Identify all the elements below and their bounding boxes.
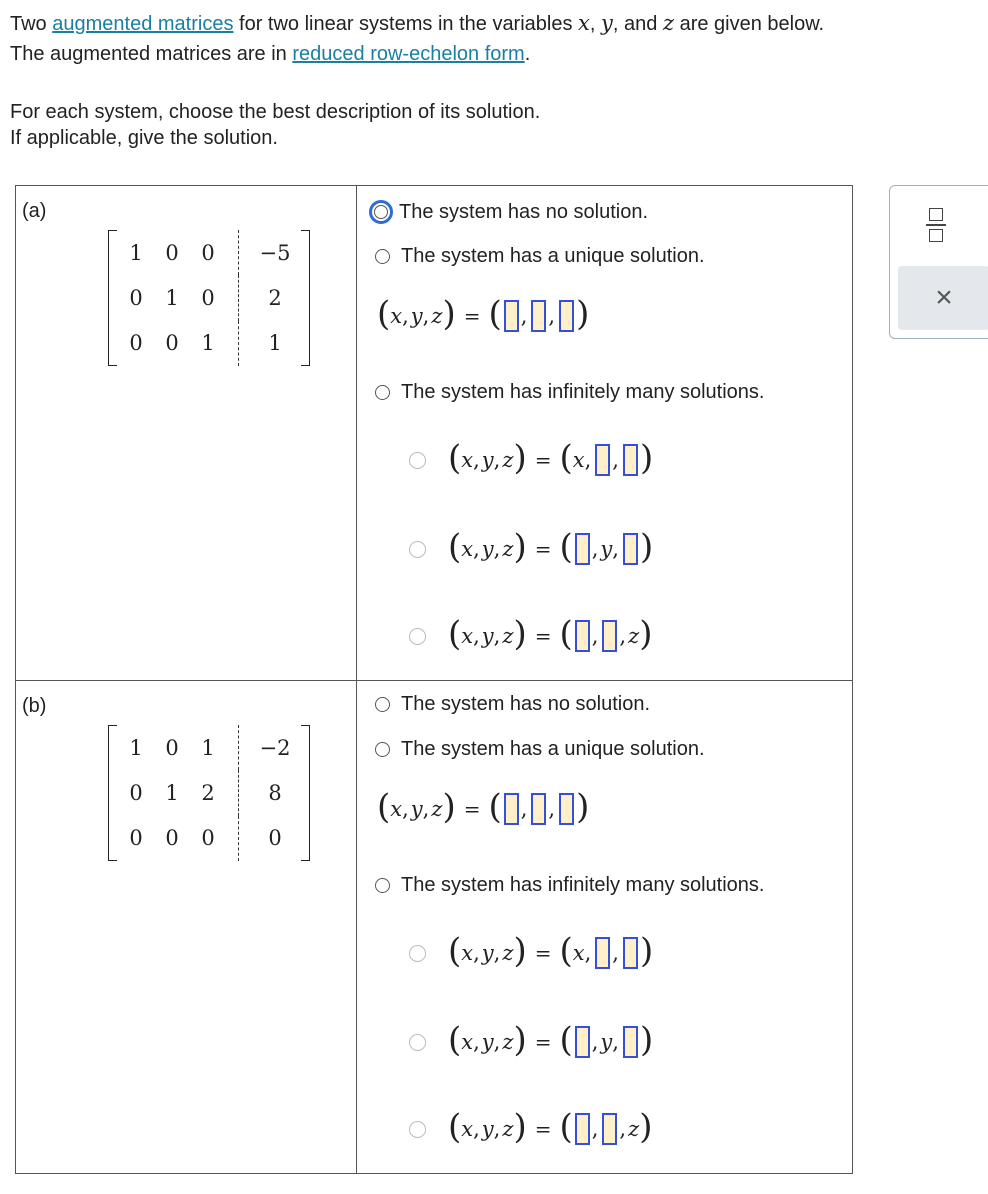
rref-link[interactable]: reduced row-echelon form [292, 43, 525, 65]
answer-box-x[interactable] [575, 533, 590, 565]
part-b-infinite-x-free[interactable]: ( x , y , z ) = ( x , , ) [409, 936, 653, 970]
part-b-infinite-z-free[interactable]: ( x , y , z ) = ( , , z ) [409, 1112, 652, 1146]
answer-box-y[interactable] [602, 620, 617, 652]
part-b-option-infinite[interactable]: The system has infinitely many solutions. [375, 874, 765, 897]
part-a-label: (a) [22, 200, 47, 222]
answer-box-x[interactable] [575, 620, 590, 652]
fraction-icon[interactable] [926, 208, 946, 242]
answer-box-x[interactable] [575, 1113, 590, 1145]
close-icon: × [935, 281, 953, 314]
radio-icon[interactable] [409, 945, 426, 962]
part-b-option-unique[interactable]: The system has a unique solution. [375, 738, 705, 761]
math-toolbox [889, 185, 988, 339]
clear-button[interactable] [898, 266, 988, 330]
instruction-line-3: For each system, choose the best description of its solution. [10, 101, 541, 123]
answer-box-z[interactable] [623, 1026, 638, 1058]
answer-box-y[interactable] [531, 300, 546, 332]
radio-icon[interactable] [375, 697, 390, 712]
radio-icon[interactable] [409, 452, 426, 469]
part-a-matrix-cell [16, 186, 357, 681]
part-a-answer-cell [357, 186, 853, 681]
instruction-line-1: Two augmented matrices for two linear systems in the variables x, y, and z are given below. [10, 11, 825, 35]
matrix-b: 1 0 1 −2 0 1 2 8 0 0 0 0 [108, 725, 310, 861]
part-b-label: (b) [22, 695, 47, 717]
matrix-a: 1 0 0 −5 0 1 0 2 0 0 1 1 [108, 230, 310, 366]
part-b-matrix-cell [16, 681, 357, 1174]
part-a-infinite-x-free[interactable]: ( x , y , z ) = ( x , , ) [409, 443, 653, 477]
instructions [10, 8, 824, 153]
augmented-matrices-link[interactable]: augmented matrices [52, 13, 234, 35]
instruction-line-4: If applicable, give the solution. [10, 127, 278, 149]
part-b-answer-cell [357, 681, 853, 1174]
radio-icon[interactable] [375, 385, 390, 400]
part-a-infinite-z-free[interactable]: ( x , y , z ) = ( , , z ) [409, 619, 652, 653]
answer-box-z[interactable] [623, 937, 638, 969]
part-a-unique-formula: ( x , y , z ) = ( , , ) [377, 294, 590, 334]
answer-box-z[interactable] [623, 533, 638, 565]
radio-icon[interactable] [409, 1121, 426, 1138]
part-a-infinite-y-free[interactable]: ( x , y , z ) = ( , y , ) [409, 532, 653, 566]
answer-box-z[interactable] [559, 793, 574, 825]
answer-box-x[interactable] [575, 1026, 590, 1058]
answer-box-y[interactable] [595, 937, 610, 969]
problem-table [15, 185, 853, 1174]
answer-box-x[interactable] [504, 300, 519, 332]
part-a-option-infinite[interactable]: The system has infinitely many solutions. [375, 381, 765, 404]
part-b-unique-formula: ( x , y , z ) = ( , , ) [377, 787, 590, 827]
instruction-line-2: The augmented matrices are in reduced row-echelon form. [10, 43, 531, 65]
part-a-option-no-solution[interactable]: The system has no solution. [375, 200, 648, 224]
radio-icon[interactable] [375, 878, 390, 893]
radio-icon[interactable] [375, 742, 390, 757]
radio-icon[interactable] [375, 249, 390, 264]
answer-box-y[interactable] [602, 1113, 617, 1145]
part-b-option-no-solution[interactable]: The system has no solution. [375, 693, 650, 716]
radio-icon[interactable] [369, 200, 393, 224]
part-b-infinite-y-free[interactable]: ( x , y , z ) = ( , y , ) [409, 1025, 653, 1059]
radio-icon[interactable] [409, 628, 426, 645]
answer-box-z[interactable] [623, 444, 638, 476]
radio-icon[interactable] [409, 541, 426, 558]
radio-icon[interactable] [409, 1034, 426, 1051]
answer-box-z[interactable] [559, 300, 574, 332]
answer-box-x[interactable] [504, 793, 519, 825]
answer-box-y[interactable] [595, 444, 610, 476]
part-a-option-unique[interactable]: The system has a unique solution. [375, 245, 705, 268]
answer-box-y[interactable] [531, 793, 546, 825]
